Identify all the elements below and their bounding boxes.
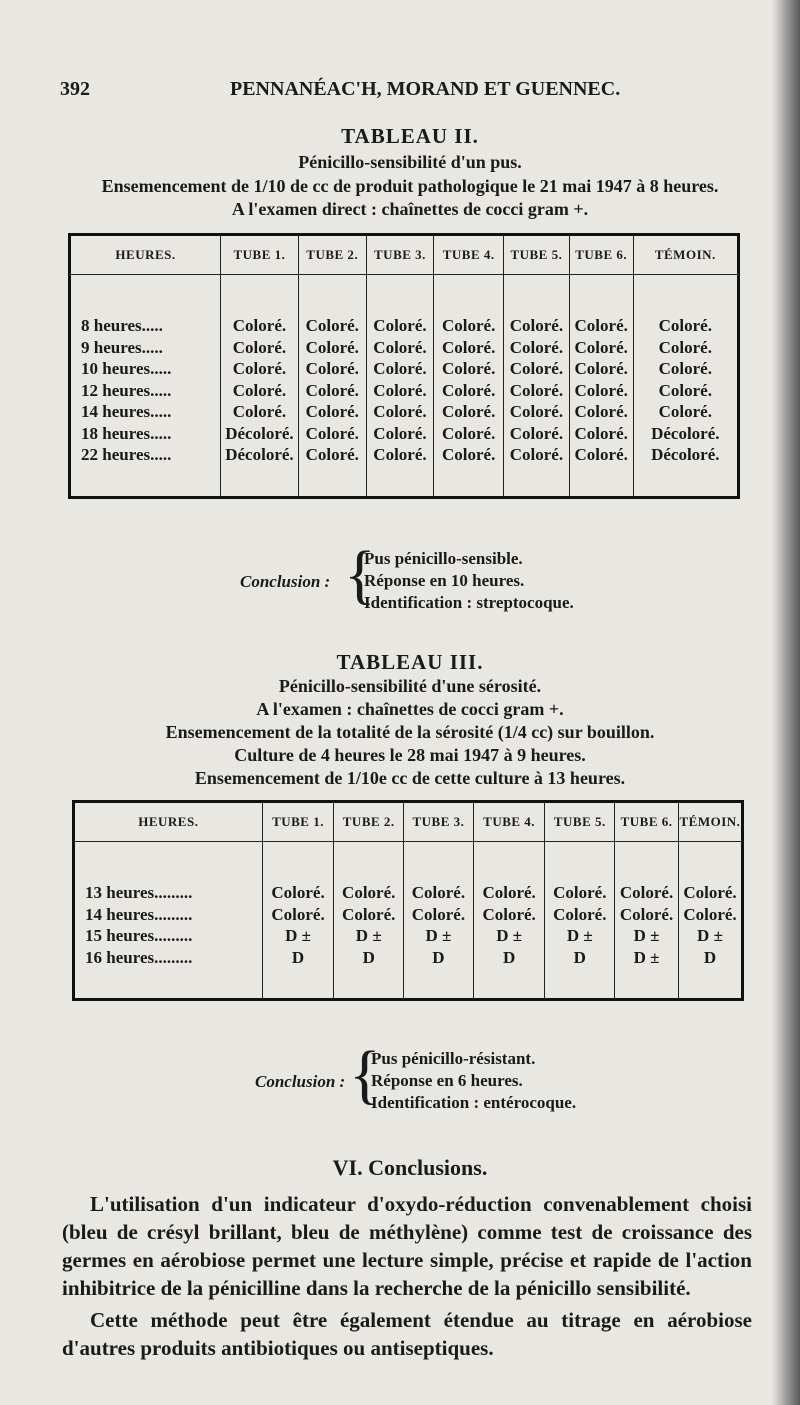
table-header-row: [70, 235, 739, 275]
result-cell: Coloré.: [404, 882, 474, 904]
paragraph-2: Cette méthode peut être également étendue au titrage en aérobiose d'autres produits antibiotiques ou antiseptiques.: [62, 1308, 752, 1360]
result-cell: Décoloré.: [633, 444, 738, 466]
tableau-3-subtitle: Pénicillo-sensibilité d'une sérosité.: [278, 676, 542, 696]
result-cell: D ±: [404, 925, 474, 947]
time-cell: 12 heures.....: [81, 380, 172, 400]
result-cell: Coloré.: [569, 337, 633, 359]
table-spacer: [74, 842, 743, 883]
conclusion-item: Identification : entérocoque.: [371, 1093, 577, 1112]
result-cell: Coloré.: [569, 423, 633, 445]
result-cell: Coloré.: [678, 882, 742, 904]
tableau-2-line-1: Ensemencement de 1/10 de cc de produit pathologique le 21 mai 1947 à 8 heures.: [101, 176, 719, 196]
table-row: [70, 315, 739, 337]
result-cell: Coloré.: [504, 401, 570, 423]
column-header: TUBE 3.: [366, 235, 434, 275]
brace-symbol: {: [349, 1038, 381, 1111]
column-header: TÉMOIN.: [678, 802, 742, 842]
result-cell: Coloré.: [473, 882, 545, 904]
running-title: PENNANÉAC'H, MORAND ET GUENNEC.: [230, 78, 621, 100]
conclusion-label: Conclusion :: [255, 1072, 346, 1091]
result-cell: Coloré.: [221, 401, 299, 423]
result-cell: Coloré.: [615, 904, 679, 926]
table-row: [70, 337, 739, 359]
table-header-row: [74, 802, 743, 842]
result-cell: Coloré.: [298, 380, 366, 402]
time-cell: 8 heures.....: [81, 316, 163, 335]
tableau-2-title: TABLEAU II.: [341, 124, 479, 148]
column-header: TUBE 1.: [262, 802, 334, 842]
result-cell: Coloré.: [633, 401, 738, 423]
table-row: [70, 401, 739, 423]
result-cell: Coloré.: [298, 423, 366, 445]
table-row: [70, 444, 739, 466]
result-cell: Coloré.: [504, 358, 570, 380]
table-spacer: [70, 275, 739, 316]
table-row: [74, 882, 743, 904]
result-cell: Coloré.: [334, 882, 404, 904]
tableau-3-table: [72, 800, 744, 1001]
tableau-3-line-3: Culture de 4 heures le 28 mai 1947 à 9 heures.: [234, 745, 586, 765]
conclusion-item: Pus pénicillo-sensible.: [364, 549, 523, 568]
section-heading: VI. Conclusions.: [332, 1155, 488, 1180]
tableau-2-table: [68, 233, 740, 499]
time-cell: 10 heures.....: [81, 359, 172, 378]
result-cell: Coloré.: [504, 444, 570, 466]
result-cell: Coloré.: [221, 315, 299, 337]
result-cell: D ±: [334, 925, 404, 947]
result-cell: D ±: [678, 925, 742, 947]
tableau-3-title: TABLEAU III.: [336, 650, 484, 674]
result-cell: Coloré.: [366, 315, 434, 337]
result-cell: Coloré.: [434, 401, 504, 423]
result-cell: Coloré.: [545, 882, 615, 904]
table-row: [74, 925, 743, 947]
time-cell: 15 heures.........: [85, 926, 193, 945]
result-cell: Coloré.: [298, 401, 366, 423]
result-cell: D: [334, 947, 404, 969]
tableau-3-line-2: Ensemencement de la totalité de la sérosité (1/4 cc) sur bouillon.: [165, 722, 655, 742]
result-cell: Coloré.: [434, 380, 504, 402]
result-cell: Coloré.: [221, 337, 299, 359]
result-cell: Coloré.: [633, 337, 738, 359]
brace-symbol: {: [344, 538, 376, 611]
result-cell: D: [545, 947, 615, 969]
column-header: TUBE 6.: [615, 802, 679, 842]
result-cell: Coloré.: [615, 882, 679, 904]
conclusion-list: [364, 548, 574, 614]
table-row: [74, 947, 743, 969]
conclusion-item: Réponse en 10 heures.: [364, 571, 525, 590]
result-cell: Coloré.: [545, 904, 615, 926]
conclusion-item: Identification : streptocoque.: [364, 593, 574, 612]
column-header: TUBE 5.: [545, 802, 615, 842]
tableau-3-line-4: Ensemencement de 1/10e cc de cette culture à 13 heures.: [194, 768, 626, 788]
time-cell: 14 heures.........: [85, 904, 193, 924]
result-cell: D ±: [615, 947, 679, 969]
result-cell: Coloré.: [404, 904, 474, 926]
result-cell: Coloré.: [366, 401, 434, 423]
result-cell: D ±: [262, 925, 334, 947]
result-cell: Coloré.: [366, 358, 434, 380]
table-spacer: [70, 466, 739, 498]
conclusion-label: Conclusion :: [240, 572, 331, 591]
result-cell: Coloré.: [262, 882, 334, 904]
column-header: TUBE 2.: [334, 802, 404, 842]
tableau-3-conclusion: [255, 1038, 655, 1118]
result-cell: Coloré.: [633, 358, 738, 380]
conclusion-item: Réponse en 6 heures.: [371, 1071, 523, 1090]
result-cell: D: [473, 947, 545, 969]
result-cell: Coloré.: [569, 358, 633, 380]
tableau-2-line-2: A l'examen direct : chaînettes de cocci gram +.: [231, 199, 589, 219]
result-cell: Coloré.: [434, 444, 504, 466]
result-cell: Coloré.: [504, 315, 570, 337]
result-cell: Coloré.: [366, 380, 434, 402]
result-cell: D: [404, 947, 474, 969]
page-header: [60, 78, 760, 108]
result-cell: D: [678, 947, 742, 969]
table-row: [70, 358, 739, 380]
result-cell: Coloré.: [366, 337, 434, 359]
result-cell: Coloré.: [633, 315, 738, 337]
column-header: HEURES.: [74, 802, 263, 842]
result-cell: Coloré.: [262, 904, 334, 926]
page-number: 392: [60, 78, 90, 100]
result-cell: Décoloré.: [633, 423, 738, 445]
result-cell: Coloré.: [298, 315, 366, 337]
time-cell: 13 heures.........: [85, 883, 193, 902]
result-cell: Coloré.: [569, 380, 633, 402]
page-edge-shadow: [772, 0, 800, 1405]
tableau-2-subtitle: Pénicillo-sensibilité d'un pus.: [298, 152, 522, 172]
result-cell: Coloré.: [298, 358, 366, 380]
conclusion-list: [371, 1048, 576, 1114]
table-row: [74, 904, 743, 926]
time-cell: 9 heures.....: [81, 337, 163, 357]
paragraph-1: L'utilisation d'un indicateur d'oxydo-réduction convenablement choisi (bleu de crésyl brillant, bleu de méthylène) comme test de croissance des germes en aérobiose permet une lecture simple, précise et rapide de l'action inhibitrice de la pénicilline dans la recherche de la pénicillo sensibilité.: [62, 1192, 752, 1300]
result-cell: Coloré.: [504, 423, 570, 445]
result-cell: Coloré.: [678, 904, 742, 926]
column-header: TUBE 2.: [298, 235, 366, 275]
result-cell: Coloré.: [504, 380, 570, 402]
time-cell: 16 heures.........: [85, 947, 193, 967]
column-header: TUBE 3.: [404, 802, 474, 842]
result-cell: Coloré.: [221, 380, 299, 402]
table-row: [70, 423, 739, 445]
result-cell: Coloré.: [569, 401, 633, 423]
column-header: TUBE 6.: [569, 235, 633, 275]
result-cell: Coloré.: [569, 444, 633, 466]
conclusion-item: Pus pénicillo-résistant.: [371, 1049, 536, 1068]
column-header: TUBE 1.: [221, 235, 299, 275]
result-cell: Coloré.: [473, 904, 545, 926]
result-cell: D ±: [545, 925, 615, 947]
result-cell: Coloré.: [434, 358, 504, 380]
column-header: HEURES.: [70, 235, 221, 275]
time-cell: 18 heures.....: [81, 423, 172, 443]
tableau-3-line-1: A l'examen : chaînettes de cocci gram +.: [256, 699, 564, 719]
result-cell: Coloré.: [434, 423, 504, 445]
result-cell: Coloré.: [366, 423, 434, 445]
result-cell: Coloré.: [569, 315, 633, 337]
column-header: TUBE 4.: [473, 802, 545, 842]
result-cell: Coloré.: [434, 315, 504, 337]
table-spacer: [74, 968, 743, 1000]
result-cell: Coloré.: [504, 337, 570, 359]
result-cell: Coloré.: [298, 444, 366, 466]
result-cell: D ±: [473, 925, 545, 947]
result-cell: Coloré.: [298, 337, 366, 359]
result-cell: Décoloré.: [221, 423, 299, 445]
column-header: TUBE 4.: [434, 235, 504, 275]
result-cell: D: [262, 947, 334, 969]
result-cell: Coloré.: [366, 444, 434, 466]
result-cell: Coloré.: [221, 358, 299, 380]
result-cell: D ±: [615, 925, 679, 947]
column-header: TÉMOIN.: [633, 235, 738, 275]
tableau-2-conclusion: [240, 538, 640, 618]
column-header: TUBE 5.: [504, 235, 570, 275]
time-cell: 14 heures.....: [81, 402, 172, 421]
result-cell: Coloré.: [633, 380, 738, 402]
result-cell: Décoloré.: [221, 444, 299, 466]
result-cell: Coloré.: [434, 337, 504, 359]
time-cell: 22 heures.....: [81, 445, 172, 464]
table-row: [70, 380, 739, 402]
result-cell: Coloré.: [334, 904, 404, 926]
